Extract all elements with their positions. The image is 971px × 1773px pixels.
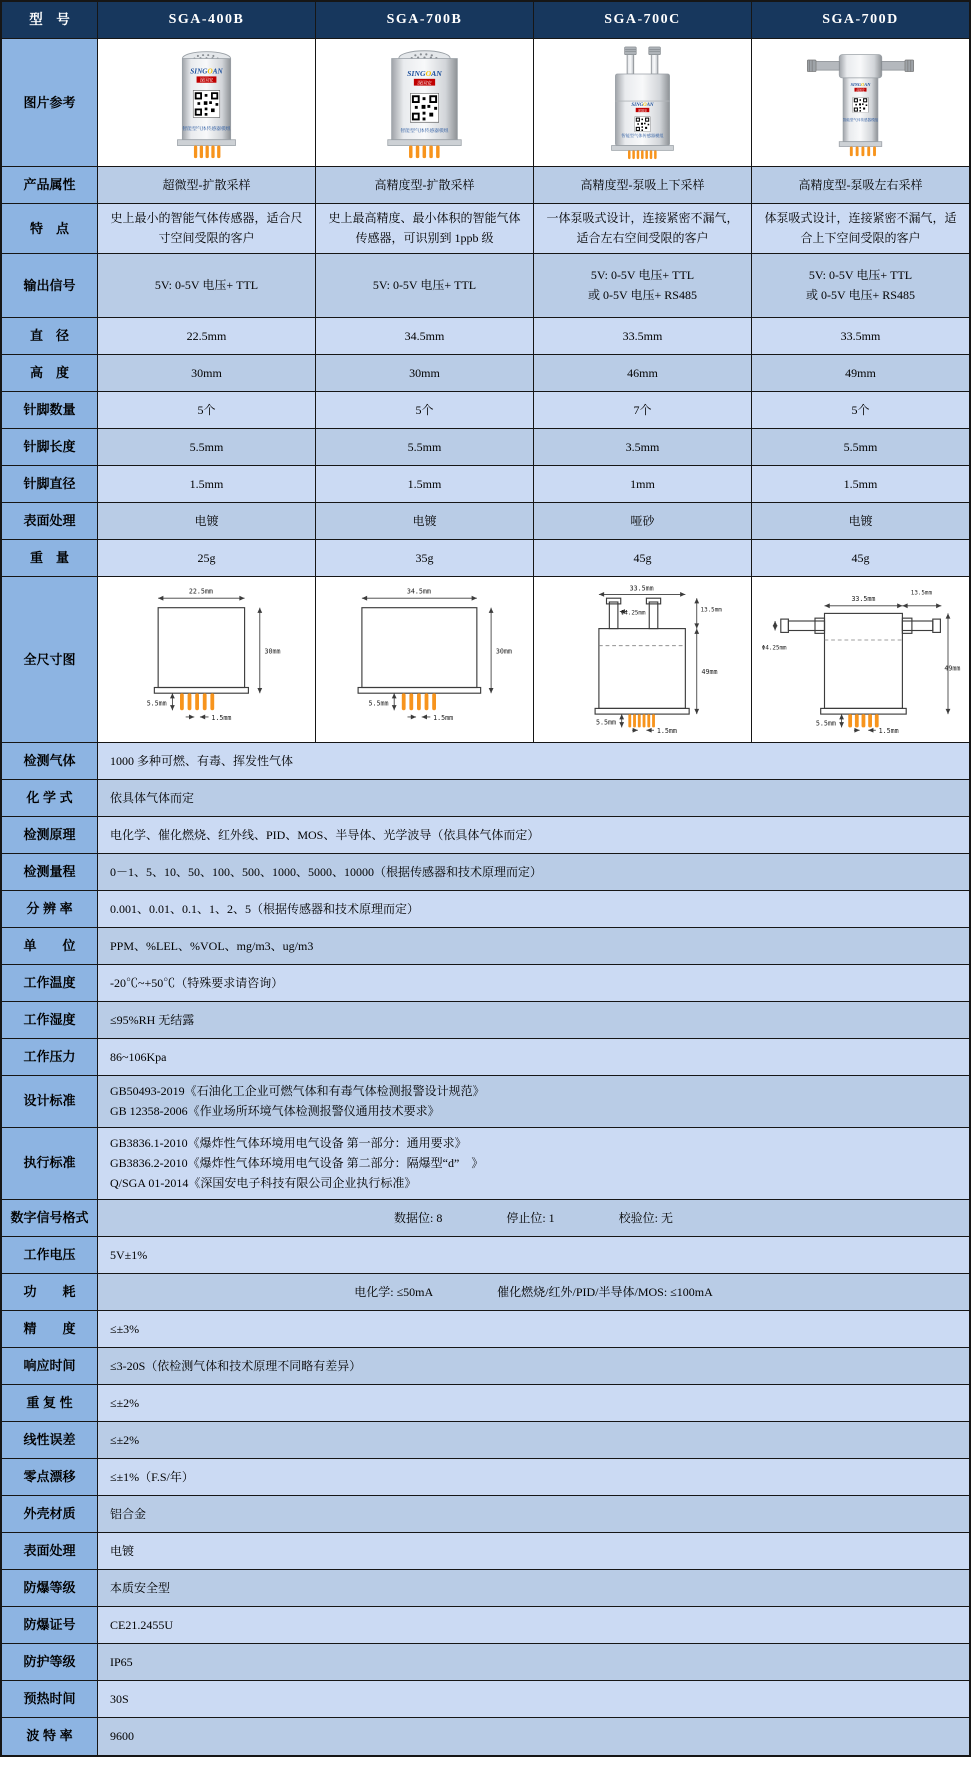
row-label: 工作压力	[2, 1039, 98, 1075]
table-row	[2, 355, 969, 392]
spec-text: GB50493-2019《石油化工企业可燃气体和有毒气体检测报警设计规范》	[110, 1083, 485, 1098]
table-row	[2, 1076, 969, 1128]
spec-cell	[98, 466, 316, 502]
model-header: SGA-700C	[534, 2, 752, 38]
spec-cell	[752, 204, 969, 253]
spec-text: 5V: 0-5V 电压+ TTL	[154, 278, 259, 293]
spec-value	[98, 1422, 969, 1458]
spec-text: 5V±1%	[110, 1247, 148, 1262]
table-row	[2, 1311, 969, 1348]
spec-value	[98, 1459, 969, 1495]
table-row	[2, 1385, 969, 1422]
row-label: 输出信号	[2, 254, 98, 317]
spec-value	[98, 1644, 969, 1680]
spec-value	[98, 1385, 969, 1421]
spec-text: 0－1、5、10、50、100、500、1000、5000、10000（根据传感器和技术原理而定）	[110, 864, 543, 879]
spec-value	[98, 928, 969, 964]
row-label: 预热时间	[2, 1681, 98, 1717]
drawing-pins	[629, 714, 656, 727]
product-photo-sga-700b	[352, 45, 497, 161]
spec-text: 5个	[851, 402, 870, 417]
spec-text: 0.001、0.01、0.1、1、2、5（根据传感器和技术原理而定）	[110, 901, 420, 916]
spec-text: 高精度型-泵吸上下采样	[580, 177, 705, 192]
row-label: 零点漂移	[2, 1459, 98, 1495]
spec-value	[98, 1200, 969, 1236]
row-label: 防爆证号	[2, 1607, 98, 1643]
spec-cell	[752, 254, 969, 317]
row-label: 检测气体	[2, 743, 98, 779]
dim-pin-dia-label: 1.5mm	[433, 714, 454, 723]
table-row	[2, 1681, 969, 1718]
caption	[400, 127, 448, 134]
drawing-pins	[402, 693, 436, 710]
table-row	[2, 1533, 969, 1570]
caption	[843, 116, 879, 121]
table-row	[2, 1718, 969, 1755]
row-label: 精 度	[2, 1311, 98, 1347]
spec-text: 35g	[415, 550, 434, 565]
spec-text: 5.5mm	[189, 439, 224, 454]
spec-cell	[316, 318, 534, 354]
row-label: 分 辨 率	[2, 891, 98, 927]
spec-cell	[534, 466, 752, 502]
spec-cell	[98, 429, 316, 465]
table-row	[2, 780, 969, 817]
spec-text: 体泵吸式设计，连接紧密不漏气，适合上下空间受限的客户	[764, 211, 957, 246]
caption	[182, 125, 230, 132]
spec-value	[98, 854, 969, 890]
spec-text: IP65	[110, 1654, 133, 1669]
spec-text: ≤3-20S（依检测气体和技术原理不同略有差异）	[110, 1358, 362, 1373]
row-label: 表面处理	[2, 1533, 98, 1569]
row-label: 功 耗	[2, 1274, 98, 1310]
spec-cell	[752, 540, 969, 576]
table-row	[2, 1570, 969, 1607]
spec-text: CE21.2455U	[110, 1617, 173, 1632]
row-label: 执行标准	[2, 1128, 98, 1199]
dim-pin-label: 5.5mm	[147, 699, 168, 708]
spec-text: ≤±1%（F.S/年）	[110, 1469, 194, 1484]
spec-text: 催化燃烧/红外/PID/半导体/MOS: ≤100mA	[497, 1284, 713, 1299]
spec-cell	[534, 318, 752, 354]
qr-code	[853, 97, 868, 112]
dim-height-label: 49mm	[701, 668, 718, 677]
table-row	[2, 540, 969, 577]
row-label: 设计标准	[2, 1076, 98, 1127]
row-label: 针脚长度	[2, 429, 98, 465]
spec-cell	[98, 318, 316, 354]
spec-text: 高精度型-扩散采样	[374, 177, 475, 192]
spec-text: 5V: 0-5V 电压+ TTL	[372, 278, 477, 293]
table-row	[2, 503, 969, 540]
dimension-cell	[98, 577, 316, 742]
table-row	[2, 743, 969, 780]
table-row	[2, 1348, 969, 1385]
table-row	[2, 1002, 969, 1039]
model-header: SGA-700D	[822, 12, 899, 27]
spec-text: 1000 多种可燃、有毒、挥发性气体	[110, 753, 294, 768]
spec-text: 33.5mm	[622, 328, 663, 343]
spec-value	[98, 1348, 969, 1384]
spec-text: Q/SGA 01-2014《深国安电子科技有限公司企业执行标准》	[110, 1176, 417, 1191]
spec-text: 30mm	[409, 365, 440, 380]
row-label: 表面处理	[2, 503, 98, 539]
photo-cell	[316, 39, 534, 166]
spec-text: 数据位: 8	[393, 1210, 443, 1225]
spec-cell	[98, 167, 316, 203]
caption	[621, 132, 664, 139]
photo-cell	[752, 39, 969, 166]
dim-tube-height-label: 13.5mm	[700, 607, 723, 614]
spec-cell	[752, 318, 969, 354]
spec-text: 22.5mm	[186, 328, 227, 343]
spec-text: 1.5mm	[843, 476, 878, 491]
spec-cell	[752, 167, 969, 203]
model-header: SGA-700B	[316, 2, 534, 38]
row-label: 高 度	[2, 355, 98, 391]
spec-value	[98, 1570, 969, 1606]
spec-value	[98, 1607, 969, 1643]
row-label: 外壳材质	[2, 1496, 98, 1532]
drawing-tubes	[781, 618, 941, 633]
spec-text: -20℃~+50℃（特殊要求请咨询）	[110, 975, 284, 990]
spec-text: 1.5mm	[407, 476, 442, 491]
table-row	[2, 891, 969, 928]
spec-cell	[316, 392, 534, 428]
table-row	[2, 1496, 969, 1533]
row-label: 防爆等级	[2, 1570, 98, 1606]
pump-tubes-top	[625, 46, 661, 73]
spec-text: 史上最小的智能气体传感器，适合尺寸空间受限的客户	[110, 211, 303, 246]
dim-tube-dia-label: Φ4.25mm	[621, 610, 646, 617]
spec-text: ≤±2%	[110, 1432, 140, 1447]
dim-width-label: 33.5mm	[630, 584, 655, 593]
spec-text: GB3836.2-2010《爆炸性气体环境用电气设备 第二部分：隔爆型“d” 》	[110, 1155, 484, 1170]
dim-width-label: 33.5mm	[851, 595, 876, 604]
row-label: 工作电压	[2, 1237, 98, 1273]
spec-cell	[98, 540, 316, 576]
dimension-drawing-sga-700b	[322, 583, 526, 735]
spec-text: 铝合金	[110, 1506, 147, 1521]
row-label: 直 径	[2, 318, 98, 354]
spec-text: 电化学、催化燃烧、红外线、PID、MOS、半导体、光学波导（依具体气体而定）	[110, 827, 540, 842]
dimension-cell	[534, 577, 752, 742]
table-row	[2, 1039, 969, 1076]
spec-value	[98, 891, 969, 927]
row-label: 工作湿度	[2, 1002, 98, 1038]
spec-cell	[98, 204, 316, 253]
spec-text: 1mm	[630, 476, 655, 491]
photo-cell	[98, 39, 316, 166]
spec-cell	[98, 503, 316, 539]
model-header: SGA-400B	[98, 2, 316, 38]
spec-text: 1.5mm	[189, 476, 224, 491]
spec-text: 3.5mm	[625, 439, 660, 454]
row-label: 特 点	[2, 204, 98, 253]
spec-rows-full	[2, 743, 969, 1755]
spec-text: GB 12358-2006《作业场所环境气体检测报警仪通用技术要求》	[110, 1104, 440, 1119]
table-row	[2, 1274, 969, 1311]
table-row	[2, 965, 969, 1002]
spec-text: 或 0-5V 电压+ RS485	[806, 288, 915, 303]
spec-cell	[316, 167, 534, 203]
spec-cell	[534, 540, 752, 576]
spec-text: 9600	[110, 1729, 134, 1744]
row-label: 波 特 率	[2, 1718, 98, 1755]
dim-width-label: 34.5mm	[407, 587, 432, 596]
spec-text: GB3836.1-2010《爆炸性气体环境用电气设备 第一部分：通用要求》	[110, 1135, 467, 1150]
row-label: 重 量	[2, 540, 98, 576]
spec-text: 49mm	[845, 365, 876, 380]
qr-code	[410, 93, 439, 122]
spec-text: 33.5mm	[840, 328, 881, 343]
spec-text: 30S	[110, 1691, 129, 1706]
photo-cell	[534, 39, 752, 166]
spec-text: 一体泵吸式设计，连接紧密不漏气，适合左右空间受限的客户	[546, 211, 739, 246]
spec-text: ≤±2%	[110, 1395, 140, 1410]
dimension-drawing-sga-700d	[758, 583, 962, 735]
dim-height-label: 30mm	[264, 647, 281, 656]
table-row	[2, 1459, 969, 1496]
spec-text: 电镀	[412, 513, 437, 528]
spec-cell	[534, 167, 752, 203]
spec-cell	[534, 503, 752, 539]
spec-text: 高精度型-泵吸左右采样	[798, 177, 923, 192]
row-label: 型 号	[2, 2, 98, 38]
spec-cell	[316, 254, 534, 317]
spec-value	[98, 1237, 969, 1273]
spec-cell	[316, 355, 534, 391]
spec-text: 45g	[633, 550, 652, 565]
qr-code	[635, 116, 650, 131]
spec-cell	[316, 466, 534, 502]
spec-text: 校验位: 无	[618, 1210, 674, 1225]
spec-text: 电镀	[848, 513, 873, 528]
row-label: 图片参考	[2, 39, 98, 166]
spec-cell	[316, 503, 534, 539]
spec-value	[98, 743, 969, 779]
sensor-pins	[628, 150, 657, 159]
dimension-drawing-sga-400b	[104, 583, 308, 735]
row-label: 产品属性	[2, 167, 98, 203]
spec-text: 7个	[633, 402, 652, 417]
row-label: 防护等级	[2, 1644, 98, 1680]
spec-cell	[752, 503, 969, 539]
spec-text: 34.5mm	[404, 328, 445, 343]
spec-text: 电镀	[194, 513, 219, 528]
row-label: 响应时间	[2, 1348, 98, 1384]
table-row	[2, 429, 969, 466]
spec-value	[98, 1002, 969, 1038]
spec-rows-4col	[2, 167, 969, 577]
dimension-cell	[316, 577, 534, 742]
table-row	[2, 928, 969, 965]
spec-text: 停止位: 1	[506, 1210, 555, 1225]
drawing-pins	[849, 714, 879, 727]
spec-text: 本质安全型	[110, 1580, 171, 1595]
table-row	[2, 1128, 969, 1200]
spec-text: 45g	[851, 550, 870, 565]
spec-text: 哑砂	[630, 513, 655, 528]
spec-value	[98, 1533, 969, 1569]
product-photo-sga-700d	[788, 45, 933, 161]
table-row	[2, 1644, 969, 1681]
spec-text: 或 0-5V 电压+ RS485	[588, 288, 697, 303]
sensor-pins	[850, 146, 876, 156]
row-label: 化 学 式	[2, 780, 98, 816]
spec-value	[98, 1039, 969, 1075]
spec-cell	[534, 204, 752, 253]
spec-text: 5个	[197, 402, 216, 417]
sensor-pins	[194, 145, 220, 158]
table-row	[2, 466, 969, 503]
spec-text: 5.5mm	[407, 439, 442, 454]
dim-tube-dia-label: Φ4.25mm	[762, 645, 787, 652]
dim-pin-label: 5.5mm	[596, 718, 617, 727]
dim-tube-height-label: 13.5mm	[911, 590, 933, 597]
table-row	[2, 204, 969, 254]
spec-cell	[316, 204, 534, 253]
dim-pin-dia-label: 1.5mm	[657, 727, 678, 736]
spec-text: 30mm	[191, 365, 222, 380]
row-label: 线性误差	[2, 1422, 98, 1458]
drawing-pins	[180, 693, 214, 710]
spec-cell	[752, 429, 969, 465]
spec-value	[98, 965, 969, 1001]
dim-pin-label: 5.5mm	[368, 699, 389, 708]
spec-cell	[752, 392, 969, 428]
row-label: 重 复 性	[2, 1385, 98, 1421]
dim-pin-dia-label: 1.5mm	[211, 714, 232, 723]
dimension-cell	[752, 577, 969, 742]
spec-text: 46mm	[627, 365, 658, 380]
spec-cell	[752, 466, 969, 502]
spec-value	[98, 1128, 969, 1199]
spec-text: 依具体气体而定	[110, 790, 195, 805]
row-label: 针脚数量	[2, 392, 98, 428]
table-row	[2, 854, 969, 891]
spec-text: 5V: 0-5V 电压+ TTL	[590, 267, 695, 282]
table-row	[2, 167, 969, 204]
spec-cell	[534, 254, 752, 317]
spec-value	[98, 1718, 969, 1755]
spec-value	[98, 1496, 969, 1532]
dimension-drawing-sga-700c	[540, 583, 744, 735]
qr-code	[193, 90, 220, 117]
dim-height-label: 49mm	[944, 664, 961, 673]
spec-value	[98, 1274, 969, 1310]
table-row	[2, 254, 969, 318]
row-label: 检测量程	[2, 854, 98, 890]
table-row	[2, 817, 969, 854]
photo-row	[2, 39, 969, 167]
spec-value	[98, 817, 969, 853]
spec-text: 5个	[415, 402, 434, 417]
spec-text: 25g	[197, 550, 216, 565]
row-label: 单 位	[2, 928, 98, 964]
row-label: 针脚直径	[2, 466, 98, 502]
product-photo-sga-700c	[570, 45, 715, 161]
spec-text: 86~106Kpa	[110, 1049, 167, 1064]
spec-cell	[534, 392, 752, 428]
spec-text: ≤±3%	[110, 1321, 140, 1336]
spec-text: 超微型-扩散采样	[162, 177, 251, 192]
spec-cell	[98, 355, 316, 391]
spec-cell	[316, 429, 534, 465]
spec-text: 史上最高精度、最小体积的智能气体传感器，可识别到 1ppb 级	[328, 211, 521, 246]
product-photo-sga-400b	[134, 45, 279, 161]
table-row	[2, 318, 969, 355]
row-label: 检测原理	[2, 817, 98, 853]
dim-pin-label: 5.5mm	[816, 719, 837, 728]
spec-value	[98, 1311, 969, 1347]
row-label: 工作温度	[2, 965, 98, 1001]
dim-pin-dia-label: 1.5mm	[879, 727, 900, 736]
spec-text: 电化学: ≤50mA	[354, 1284, 434, 1299]
table-row	[2, 1237, 969, 1274]
spec-cell	[534, 355, 752, 391]
spec-value	[98, 780, 969, 816]
spec-cell	[752, 355, 969, 391]
sensor-pins	[409, 145, 440, 158]
spec-text: ≤95%RH 无结露	[110, 1012, 195, 1027]
table-row	[2, 392, 969, 429]
dimension-row	[2, 577, 969, 743]
row-label: 全尺寸图	[2, 577, 98, 742]
dim-height-label: 30mm	[496, 647, 513, 656]
spec-value	[98, 1681, 969, 1717]
table-row	[2, 1200, 969, 1237]
row-label: 数字信号格式	[2, 1200, 98, 1236]
table-row	[2, 1607, 969, 1644]
model-header-row	[2, 2, 969, 39]
spec-value	[98, 1076, 969, 1127]
spec-cell	[534, 429, 752, 465]
table-row	[2, 1422, 969, 1459]
spec-text: PPM、%LEL、%VOL、mg/m3、ug/m3	[110, 938, 314, 953]
spec-cell	[98, 392, 316, 428]
spec-text: 5.5mm	[843, 439, 878, 454]
dim-width-label: 22.5mm	[189, 587, 214, 596]
spec-cell	[316, 540, 534, 576]
spec-text: 5V: 0-5V 电压+ TTL	[808, 267, 913, 282]
spec-cell	[98, 254, 316, 317]
spec-text: 电镀	[110, 1543, 135, 1558]
